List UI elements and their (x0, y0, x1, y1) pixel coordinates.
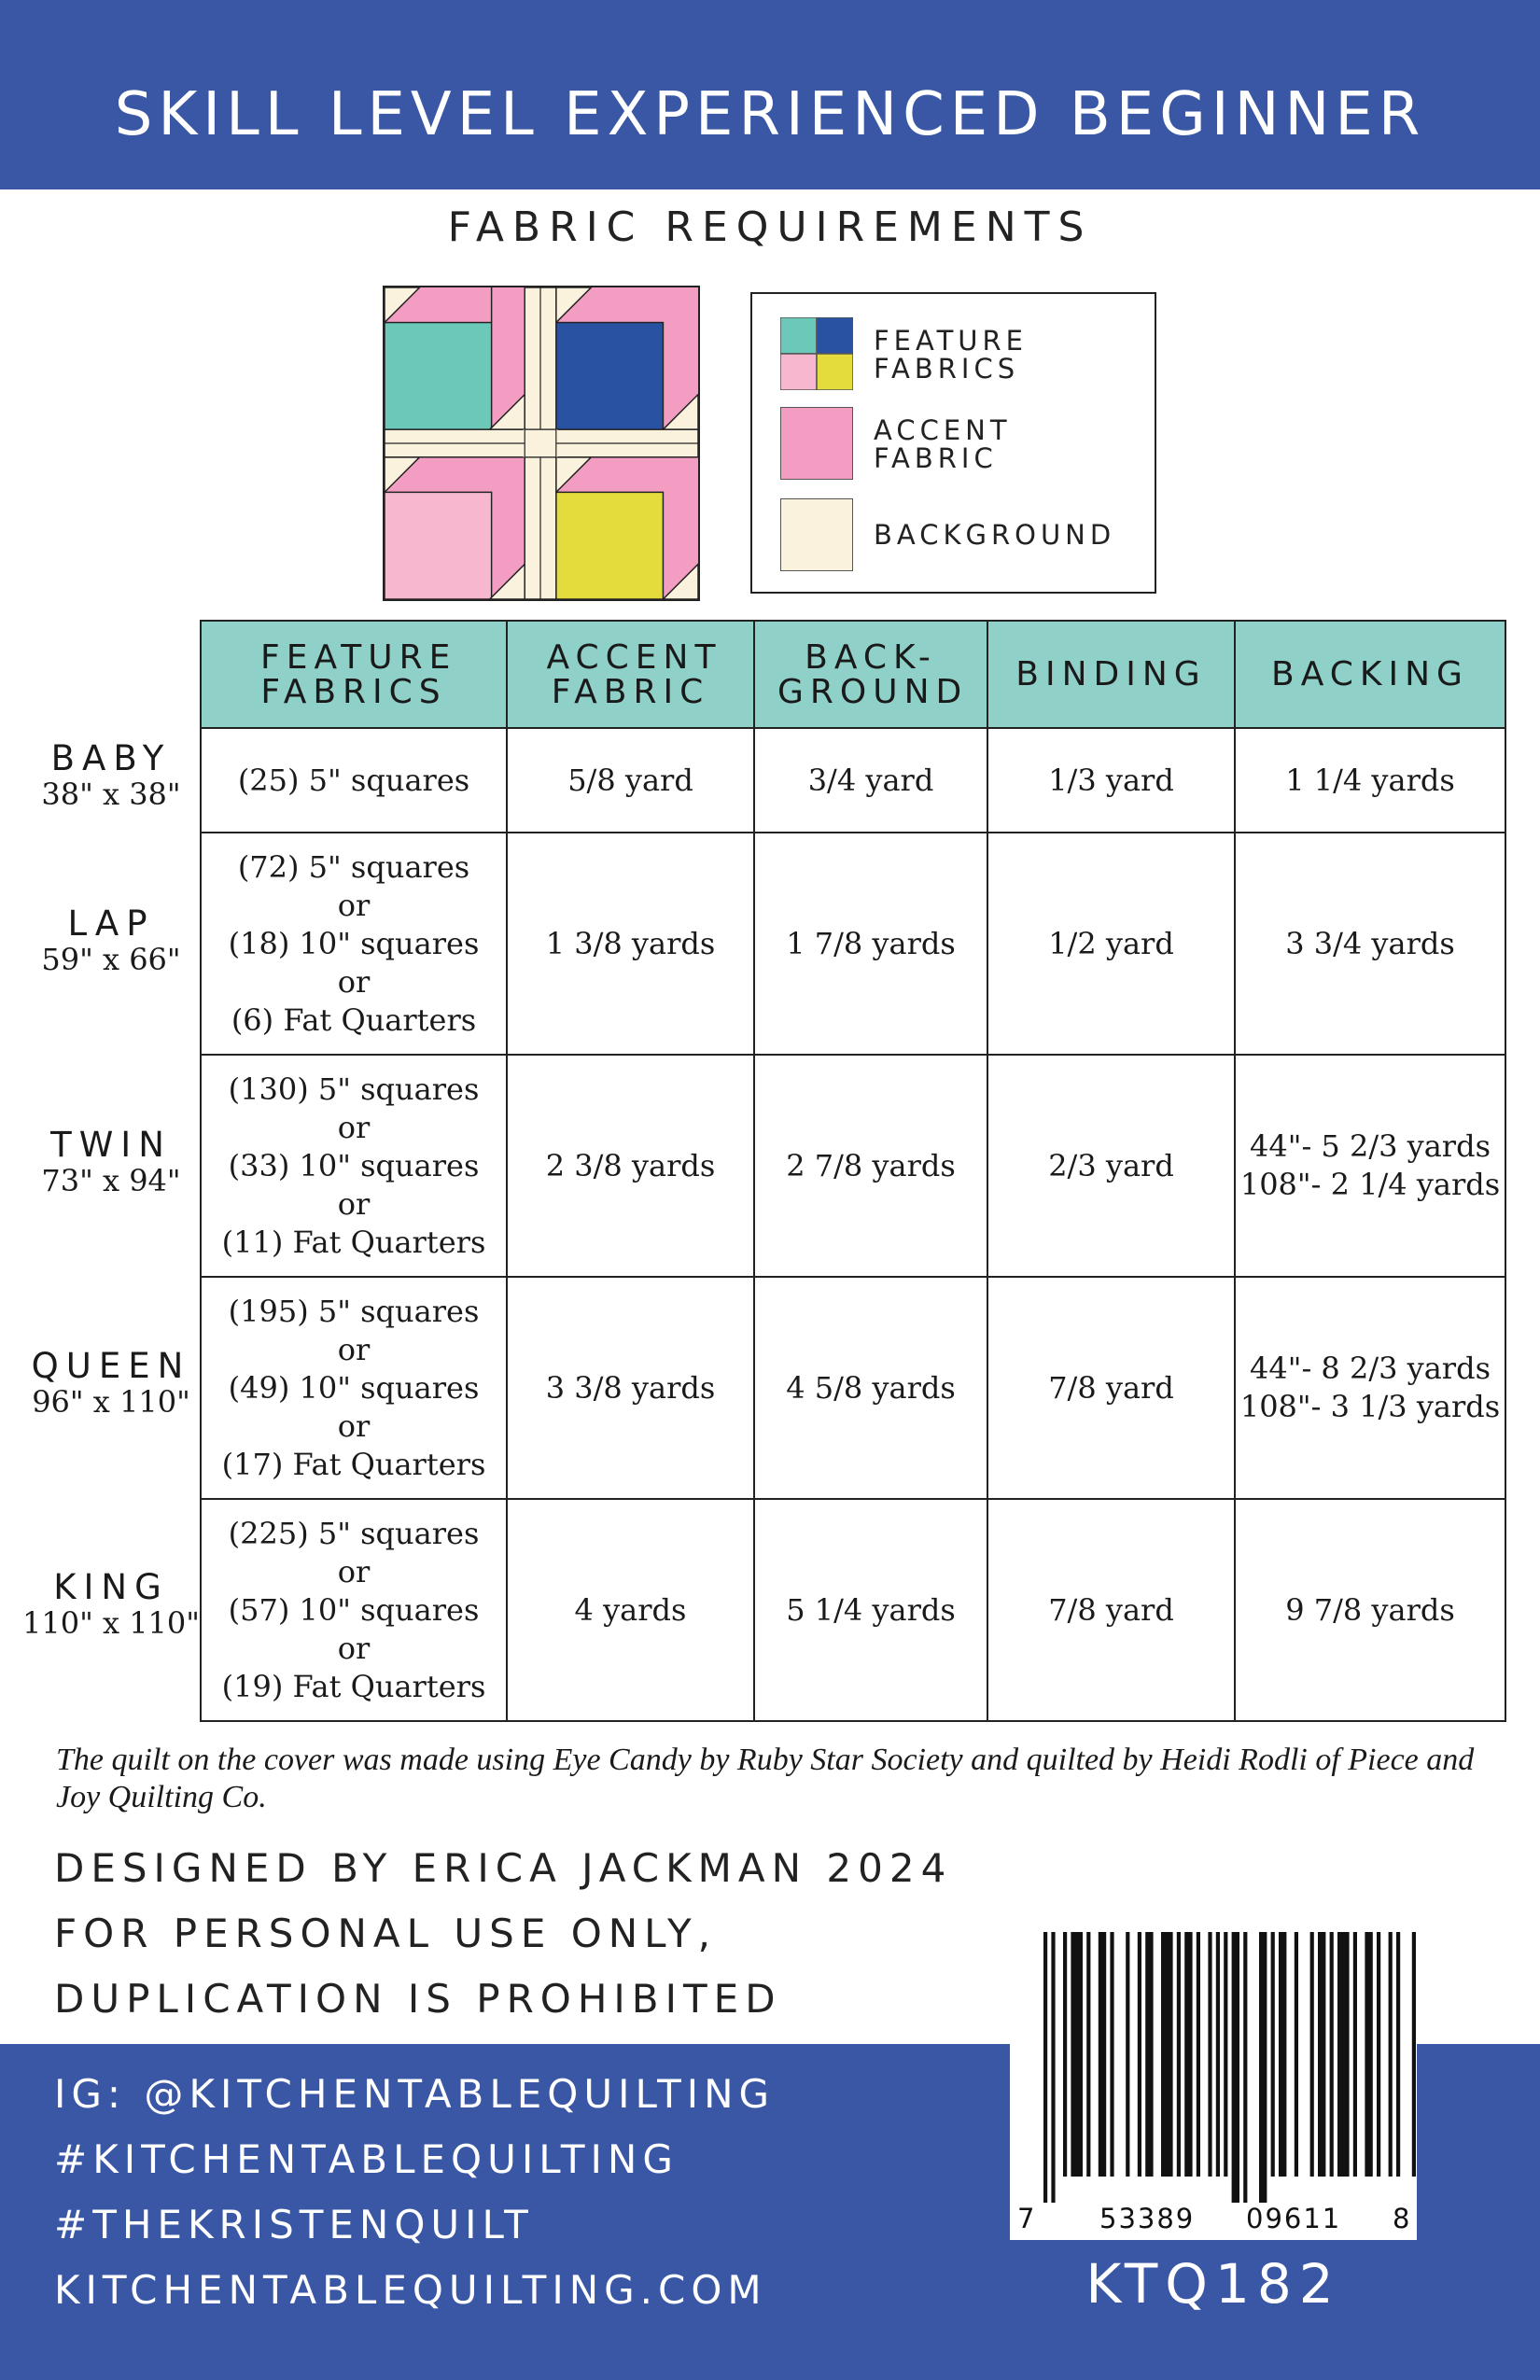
feature-fabrics-line: or (337, 1331, 371, 1367)
backing-line: 108"- 3 1/3 yards (1239, 1389, 1501, 1424)
accent-cell: 5/8 yard (507, 728, 754, 833)
feature-fabrics-line: or (337, 1109, 371, 1145)
backing-line: 3 3/4 yards (1285, 925, 1455, 961)
feature-fabrics-line: or (337, 887, 371, 923)
background-cell: 5 1/4 yards (754, 1499, 987, 1721)
barcode-bar (1295, 1932, 1298, 2177)
barcode-bar (1184, 1932, 1192, 2177)
feature-fabrics-line: or (337, 1630, 371, 1666)
size-label-king (0, 1569, 222, 1640)
binding-cell: 1/3 yard (987, 728, 1235, 833)
binding-cell: 2/3 yard (987, 1055, 1235, 1277)
barcode-bar (1318, 1932, 1325, 2177)
size-label-twin (0, 1127, 222, 1197)
feature-fabrics-line: (25) 5" squares (237, 762, 470, 798)
feature-fabrics-cell (201, 1277, 507, 1499)
accent-cell: 3 3/8 yards (507, 1277, 754, 1499)
barcode-bar (1145, 1932, 1153, 2177)
table-row (201, 728, 1505, 833)
instagram-handle: IG: @KITCHENTABLEQUILTING (54, 2071, 776, 2117)
barcode-bar (1208, 1932, 1211, 2177)
size-name: TWIN (50, 1125, 172, 1165)
feature-fabrics-line: (195) 5" squares (228, 1293, 480, 1329)
header-accent-fabric (507, 621, 754, 728)
feature-fabrics-cell (201, 833, 507, 1055)
barcode-bar (1197, 1932, 1200, 2177)
backing-cell (1235, 1277, 1505, 1499)
barcode-bar (1389, 1932, 1393, 2177)
background-cell: 3/4 yard (754, 728, 987, 833)
barcode-bar (1071, 1932, 1083, 2177)
background-fabric-swatch (780, 498, 853, 571)
backing-cell (1235, 728, 1505, 833)
feature-fabrics-line: (49) 10" squares (228, 1369, 480, 1406)
legend-label-background: BACKGROUND (874, 519, 1116, 551)
header-feature-fabrics (201, 621, 507, 728)
feature-fabrics-line: (6) Fat Quarters (231, 1001, 477, 1038)
feature-fabrics-cell (201, 1055, 507, 1277)
barcode-digits-left: 53389 (1099, 2203, 1196, 2234)
table-row (201, 1055, 1505, 1277)
background-cell: 2 7/8 yards (754, 1055, 987, 1277)
backing-cell (1235, 833, 1505, 1055)
accent-cell: 4 yards (507, 1499, 754, 1721)
barcode-bar (1377, 1932, 1380, 2177)
backing-line: 9 7/8 yards (1285, 1591, 1455, 1628)
quilt-block-illustration (383, 286, 700, 601)
feature-fabrics-line: (18) 10" squares (228, 925, 480, 961)
binding-cell: 7/8 yard (987, 1277, 1235, 1499)
feature-fabrics-cell (201, 728, 507, 833)
background-cell: 4 5/8 yards (754, 1277, 987, 1499)
binding-cell: 7/8 yard (987, 1499, 1235, 1721)
table-header-row (201, 621, 1505, 728)
barcode-bar (1126, 1932, 1129, 2177)
barcode-bar (1086, 1932, 1090, 2177)
barcode-bar (1224, 1932, 1227, 2177)
barcode-bar (1271, 1932, 1275, 2177)
barcode-bar (1337, 1932, 1350, 2177)
header-label: FEATURE FABRICS (260, 637, 457, 711)
feature-fabrics-line: or (337, 1185, 371, 1222)
header-backing (1235, 621, 1505, 728)
accent-cell: 2 3/8 yards (507, 1055, 754, 1277)
barcode-bar (1412, 1932, 1416, 2177)
header-binding (987, 621, 1235, 728)
header-label: ACCENT FABRIC (546, 637, 722, 711)
barcode-bar (1161, 1932, 1173, 2177)
feature-fabrics-cell (201, 1499, 507, 1721)
size-dimensions: 59" x 66" (41, 942, 181, 977)
cover-quilt-footnote: The quilt on the cover was made using Eye Candy by Ruby Star Society and quilted by Heidi Rodli of Piece and Joy Quilting Co. (56, 1743, 1475, 1814)
size-name: LAP (67, 903, 155, 944)
skill-level-title: SKILL LEVEL EXPERIENCED BEGINNER (114, 80, 1426, 149)
background-cell: 1 7/8 yards (754, 833, 987, 1055)
fabric-requirements-table (200, 620, 1506, 1722)
barcode-bar (1043, 1932, 1047, 2203)
feature-fabrics-line: or (337, 1553, 371, 1589)
barcode-bar (1099, 1932, 1106, 2177)
upc-barcode (1010, 1932, 1417, 2240)
designer-credit: DESIGNED BY ERICA JACKMAN 2024 (54, 1845, 953, 1891)
feature-fabrics-line: (72) 5" squares (237, 848, 470, 885)
table-row (201, 833, 1505, 1055)
product-sku: KTQ182 (1085, 2252, 1341, 2316)
size-dimensions: 96" x 110" (32, 1384, 190, 1420)
legend-label-accent: ACCENT FABRIC (874, 414, 1012, 474)
size-name: QUEEN (31, 1346, 191, 1386)
hashtag-kitchentablequilting: #KITCHENTABLEQUILTING (54, 2136, 679, 2182)
feature-fabric-swatch (780, 317, 853, 390)
size-name: BABY (50, 738, 172, 778)
feature-fabrics-line: (11) Fat Quarters (221, 1224, 486, 1260)
table-row (201, 1277, 1505, 1499)
accent-cell: 1 3/8 yards (507, 833, 754, 1055)
fabric-requirements-title: FABRIC REQUIREMENTS (447, 203, 1093, 251)
feature-fabrics-line: (19) Fat Quarters (221, 1668, 486, 1704)
header-label: BACK- GROUND (777, 637, 969, 711)
barcode-bar (1365, 1932, 1372, 2177)
header-background (754, 621, 987, 728)
barcode-bar (1177, 1932, 1181, 2177)
barcode-bar (1232, 1932, 1239, 2203)
feature-fabrics-line: (33) 10" squares (228, 1147, 480, 1183)
size-dimensions: 110" x 110" (22, 1605, 200, 1641)
backing-line: 44"- 8 2/3 yards (1250, 1351, 1491, 1386)
website-url: KITCHENTABLEQUILTING.COM (54, 2267, 767, 2313)
backing-cell (1235, 1499, 1505, 1721)
feature-fabrics-line: or (337, 963, 371, 1000)
barcode-bar (1279, 1932, 1286, 2177)
header-label: BACKING (1271, 655, 1469, 693)
barcode-bar (1259, 1932, 1267, 2203)
header-label: BINDING (1015, 655, 1207, 693)
barcode-bar (1063, 1932, 1067, 2177)
size-dimensions: 73" x 94" (41, 1163, 181, 1198)
feature-fabrics-line: (17) Fat Quarters (221, 1446, 486, 1482)
barcode-bars (1010, 1932, 1417, 2203)
hashtag-thekristenquilt: #THEKRISTENQUILT (54, 2202, 534, 2247)
size-label-baby (0, 740, 222, 811)
backing-line: 44"- 5 2/3 yards (1250, 1128, 1491, 1164)
barcode-bar (1051, 1932, 1055, 2203)
size-label-lap (0, 905, 222, 976)
size-name: KING (53, 1567, 169, 1607)
size-label-queen (0, 1348, 222, 1419)
barcode-bar (1216, 1932, 1220, 2177)
backing-cell (1235, 1055, 1505, 1277)
feature-fabrics-line: or (337, 1407, 371, 1444)
barcode-digit-prefix: 7 (1017, 2203, 1035, 2234)
table-row (201, 1499, 1505, 1721)
barcode-bar (1138, 1932, 1141, 2177)
barcode-digit-check: 8 (1393, 2203, 1410, 2234)
personal-use-notice: FOR PERSONAL USE ONLY, (54, 1911, 718, 1956)
legend-label-feature: FEATURE FABRICS (874, 325, 1029, 385)
barcode-bar (1310, 1932, 1314, 2177)
backing-line: 1 1/4 yards (1285, 762, 1455, 798)
feature-fabrics-line: (57) 10" squares (228, 1591, 480, 1628)
accent-fabric-swatch (780, 407, 853, 480)
barcode-digits-right: 09611 (1246, 2203, 1342, 2234)
barcode-bar (1396, 1932, 1400, 2177)
size-dimensions: 38" x 38" (41, 777, 181, 812)
barcode-bar (1110, 1932, 1113, 2177)
backing-line: 108"- 2 1/4 yards (1239, 1167, 1501, 1202)
duplication-notice: DUPLICATION IS PROHIBITED (54, 1976, 782, 2022)
feature-fabrics-line: (225) 5" squares (228, 1515, 480, 1551)
feature-fabrics-line: (130) 5" squares (228, 1071, 480, 1107)
barcode-bar (1353, 1932, 1357, 2177)
barcode-bar (1243, 1932, 1247, 2203)
binding-cell: 1/2 yard (987, 833, 1235, 1055)
barcode-bar (1330, 1932, 1334, 2177)
fabric-legend (750, 292, 1156, 594)
